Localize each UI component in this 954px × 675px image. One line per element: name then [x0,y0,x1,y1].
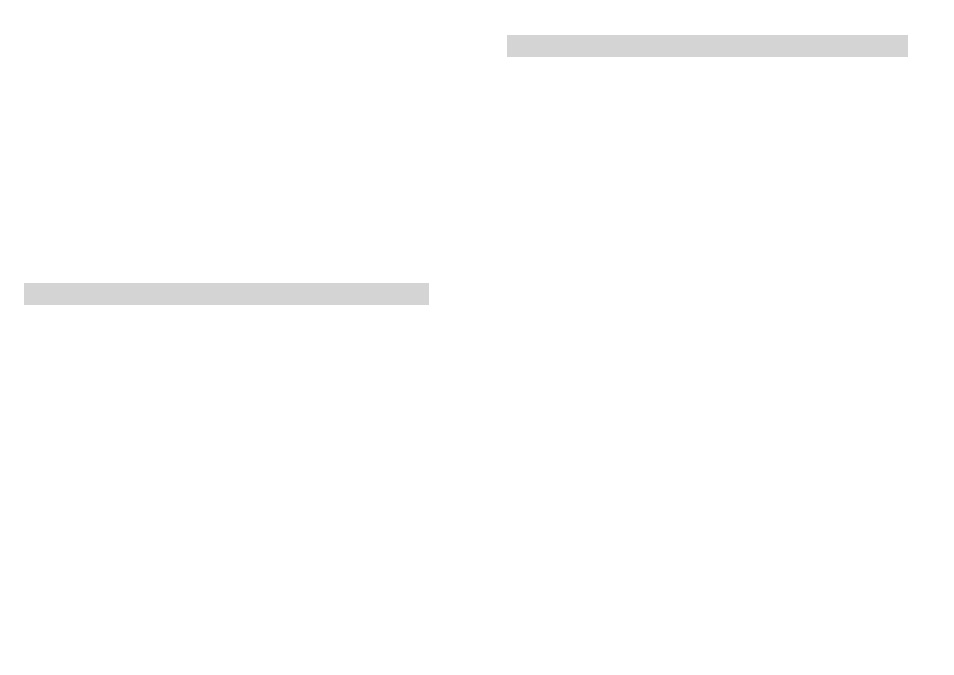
section-header-controls [507,35,908,57]
section-header-preparation [24,283,429,305]
